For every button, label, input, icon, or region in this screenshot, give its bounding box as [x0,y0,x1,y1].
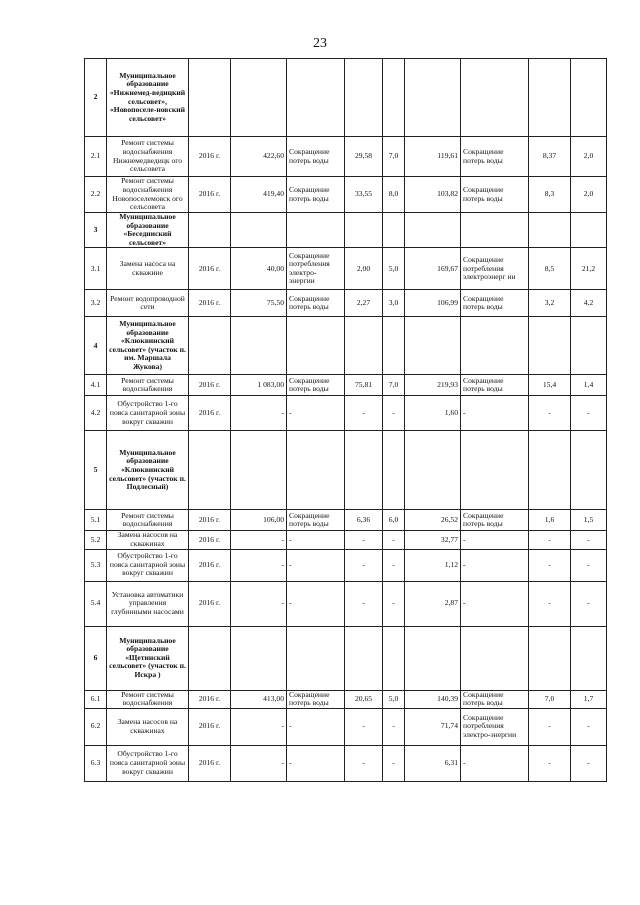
indicator-value-2: 1,7 [571,690,607,708]
indicator-value-2 [571,431,607,510]
effect-description-2: Сокращение потерь воды [461,690,529,708]
cost-value: - [231,745,287,781]
economy-value: - [345,549,383,581]
indicator-value-2: 2,0 [571,177,607,213]
saving-value: 140,39 [405,690,461,708]
table-row [85,708,607,745]
group-row [85,213,607,248]
indicator-value-1 [529,431,571,510]
payback-value: - [383,396,405,431]
economy-value: - [345,396,383,431]
implementation-year [189,59,231,137]
indicator-value-2: 4,2 [571,290,607,317]
payback-value [383,626,405,690]
saving-value [405,626,461,690]
payback-value: - [383,745,405,781]
indicator-value-1: 8,5 [529,248,571,290]
saving-value: 1,12 [405,549,461,581]
row-number: 5.1 [85,510,107,531]
table-row [85,290,607,317]
row-number: 6.1 [85,690,107,708]
row-number: 4 [85,317,107,375]
table-row [85,531,607,549]
measure-name: Муниципальное образование «Беседииский сельсовет» [107,213,189,248]
effect-description [287,317,345,375]
row-number: 2.2 [85,177,107,213]
effect-description-2: Сокращение потерь воды [461,137,529,177]
saving-value [405,213,461,248]
measure-name: Установка автоматики управления глубинными насосами [107,581,189,626]
indicator-value-1: - [529,708,571,745]
payback-value [383,213,405,248]
effect-description-2 [461,431,529,510]
measure-name: Ремонт системы водоснабжения [107,510,189,531]
measure-name: Ремонт водопроводной сети [107,290,189,317]
economy-value: 2,00 [345,248,383,290]
measure-name: Обустройство 1-го пояса санитарной зоны вокруг скважин [107,745,189,781]
indicator-value-2: 1,5 [571,510,607,531]
table-row [85,690,607,708]
indicator-value-1: - [529,581,571,626]
measure-name: Замена насосов на скважинах [107,708,189,745]
effect-description: Сокращение потерь воды [287,137,345,177]
cost-value: - [231,549,287,581]
effect-description-2: Сокращение потерь воды [461,510,529,531]
saving-value: 169,67 [405,248,461,290]
measure-name: Ремонт системы водоснабжения [107,375,189,396]
effect-description: Сокращение потерь воды [287,177,345,213]
effect-description: Сокращение потерь воды [287,375,345,396]
implementation-year: 2016 г. [189,375,231,396]
indicator-value-2: 1,4 [571,375,607,396]
cost-value [231,317,287,375]
table-row [85,137,607,177]
cost-value: - [231,581,287,626]
effect-description-2: Сокращение потерь воды [461,177,529,213]
effect-description: Сокращение потерь воды [287,690,345,708]
group-row [85,317,607,375]
effect-description-2: Сокращение потерь воды [461,290,529,317]
row-number: 6.3 [85,745,107,781]
indicator-value-2 [571,59,607,137]
row-number: 2 [85,59,107,137]
payback-value: 7,0 [383,137,405,177]
indicator-value-1: 3,2 [529,290,571,317]
indicator-value-1 [529,626,571,690]
economy-value: 29,58 [345,137,383,177]
cost-value [231,59,287,137]
economy-value [345,317,383,375]
implementation-year [189,431,231,510]
effect-description-2: - [461,581,529,626]
measure-name: Муниципальное образование «Клюквинский сельсовет» (участок п. Подлесный) [107,431,189,510]
cost-value [231,431,287,510]
table-body [85,59,607,782]
indicator-value-1: - [529,745,571,781]
economy-value [345,59,383,137]
payback-value: - [383,581,405,626]
effect-description: - [287,581,345,626]
indicator-value-2: - [571,549,607,581]
measure-name: Муниципальное образование «Щетинский сельсовет» (участок п. Искра ) [107,626,189,690]
implementation-year: 2016 г. [189,177,231,213]
cost-value: 419,40 [231,177,287,213]
saving-value: 32,77 [405,531,461,549]
measure-name: Ремонт системы водоснабжения Нижнемедведицк ого сельсовета [107,137,189,177]
indicator-value-1: 8,3 [529,177,571,213]
saving-value: 2,87 [405,581,461,626]
effect-description-2: - [461,745,529,781]
indicator-value-2: 2,0 [571,137,607,177]
payback-value [383,317,405,375]
effect-description [287,626,345,690]
measure-name: Замена насосов на скважинах [107,531,189,549]
payback-value: - [383,708,405,745]
payback-value [383,59,405,137]
indicator-value-1: - [529,396,571,431]
implementation-year: 2016 г. [189,708,231,745]
saving-value [405,431,461,510]
row-number: 6.2 [85,708,107,745]
implementation-year: 2016 г. [189,510,231,531]
effect-description-2: Сокращение потерь воды [461,375,529,396]
effect-description: Сокращение потребления электро-энергии [287,248,345,290]
indicator-value-1: - [529,549,571,581]
payback-value: 5,0 [383,690,405,708]
effect-description [287,431,345,510]
row-number: 5.4 [85,581,107,626]
effect-description: Сокращение потерь воды [287,510,345,531]
cost-value: - [231,708,287,745]
economy-value: 20,65 [345,690,383,708]
effect-description: - [287,396,345,431]
effect-description: Сокращение потерь воды [287,290,345,317]
indicator-value-2: - [571,708,607,745]
table-row [85,375,607,396]
economy-value: 75,81 [345,375,383,396]
saving-value: 6,31 [405,745,461,781]
economy-value [345,431,383,510]
row-number: 4.2 [85,396,107,431]
implementation-year: 2016 г. [189,581,231,626]
indicator-value-1: - [529,531,571,549]
measure-name: Муниципальное образование «Клюквинский сельсовет» (участок п. им. Маршала Жукова) [107,317,189,375]
payback-value: 5,0 [383,248,405,290]
row-number: 3.1 [85,248,107,290]
effect-description [287,59,345,137]
payback-value [383,431,405,510]
row-number: 5.2 [85,531,107,549]
implementation-year [189,626,231,690]
measure-name: Обустройство 1-го пояса санитарной зоны вокруг скважин [107,396,189,431]
page-number: 23 [313,36,327,51]
implementation-year: 2016 г. [189,396,231,431]
indicator-value-1: 8,37 [529,137,571,177]
effect-description-2: - [461,549,529,581]
economy-value: - [345,581,383,626]
effect-description-2 [461,59,529,137]
measures-table [84,58,607,782]
saving-value: 219,93 [405,375,461,396]
economy-value: 6,36 [345,510,383,531]
saving-value: 119,61 [405,137,461,177]
effect-description: - [287,708,345,745]
cost-value: 413,00 [231,690,287,708]
cost-value [231,626,287,690]
indicator-value-2: - [571,745,607,781]
implementation-year: 2016 г. [189,690,231,708]
economy-value [345,626,383,690]
group-row [85,59,607,137]
payback-value: 3,0 [383,290,405,317]
indicator-value-1: 15,4 [529,375,571,396]
effect-description-2 [461,626,529,690]
payback-value: - [383,549,405,581]
row-number: 3.2 [85,290,107,317]
table-row [85,177,607,213]
measure-name: Обустройство 1-го пояса санитарной зоны вокруг скважин [107,549,189,581]
row-number: 3 [85,213,107,248]
row-number: 2.1 [85,137,107,177]
measure-name: Муниципальное образование «Нижнемед-ведицкий сельсовет», «Новопоселе-новский сельсовет» [107,59,189,137]
economy-value [345,213,383,248]
indicator-value-1: 1,6 [529,510,571,531]
cost-value: 1 083,00 [231,375,287,396]
payback-value: 7,0 [383,375,405,396]
economy-value: - [345,745,383,781]
indicator-value-2: - [571,396,607,431]
indicator-value-2 [571,213,607,248]
saving-value [405,317,461,375]
economy-value: 2,27 [345,290,383,317]
effect-description-2: - [461,396,529,431]
table-row [85,745,607,781]
table-row [85,248,607,290]
indicator-value-2 [571,317,607,375]
indicator-value-1: 7,0 [529,690,571,708]
row-number: 6 [85,626,107,690]
effect-description-2: Сокращение потребления электро-энергии [461,708,529,745]
effect-description: - [287,549,345,581]
indicator-value-2: - [571,581,607,626]
economy-value: - [345,531,383,549]
cost-value: 40,00 [231,248,287,290]
effect-description-2 [461,317,529,375]
saving-value [405,59,461,137]
saving-value: 103,82 [405,177,461,213]
implementation-year [189,317,231,375]
measure-name: Замена насоса на скважине [107,248,189,290]
cost-value: - [231,396,287,431]
measure-name: Ремонт системы водоснабжения [107,690,189,708]
row-number: 5.3 [85,549,107,581]
implementation-year [189,213,231,248]
row-number: 4.1 [85,375,107,396]
effect-description: - [287,745,345,781]
implementation-year: 2016 г. [189,248,231,290]
implementation-year: 2016 г. [189,745,231,781]
indicator-value-2 [571,626,607,690]
indicator-value-2: 21,2 [571,248,607,290]
cost-value: 75,50 [231,290,287,317]
effect-description: - [287,531,345,549]
cost-value: 422,60 [231,137,287,177]
indicator-value-1 [529,317,571,375]
row-number: 5 [85,431,107,510]
payback-value: 8,0 [383,177,405,213]
table-row [85,581,607,626]
implementation-year: 2016 г. [189,290,231,317]
indicator-value-2: - [571,531,607,549]
effect-description [287,213,345,248]
payback-value: - [383,531,405,549]
saving-value: 1,60 [405,396,461,431]
implementation-year: 2016 г. [189,137,231,177]
economy-value: 33,55 [345,177,383,213]
group-row [85,626,607,690]
effect-description-2: Сокращение потребления электроэнерг ии [461,248,529,290]
saving-value: 106,99 [405,290,461,317]
saving-value: 71,74 [405,708,461,745]
indicator-value-1 [529,59,571,137]
saving-value: 26,52 [405,510,461,531]
measure-name: Ремонт системы водоснабжения Новопоселемовск ого сельсовета [107,177,189,213]
effect-description-2 [461,213,529,248]
implementation-year: 2016 г. [189,549,231,581]
payback-value: 6,0 [383,510,405,531]
effect-description-2: - [461,531,529,549]
indicator-value-1 [529,213,571,248]
cost-value: 106,00 [231,510,287,531]
implementation-year: 2016 г. [189,531,231,549]
table-row [85,396,607,431]
cost-value: - [231,531,287,549]
group-row [85,431,607,510]
economy-value: - [345,708,383,745]
table-row [85,510,607,531]
cost-value [231,213,287,248]
table-row [85,549,607,581]
